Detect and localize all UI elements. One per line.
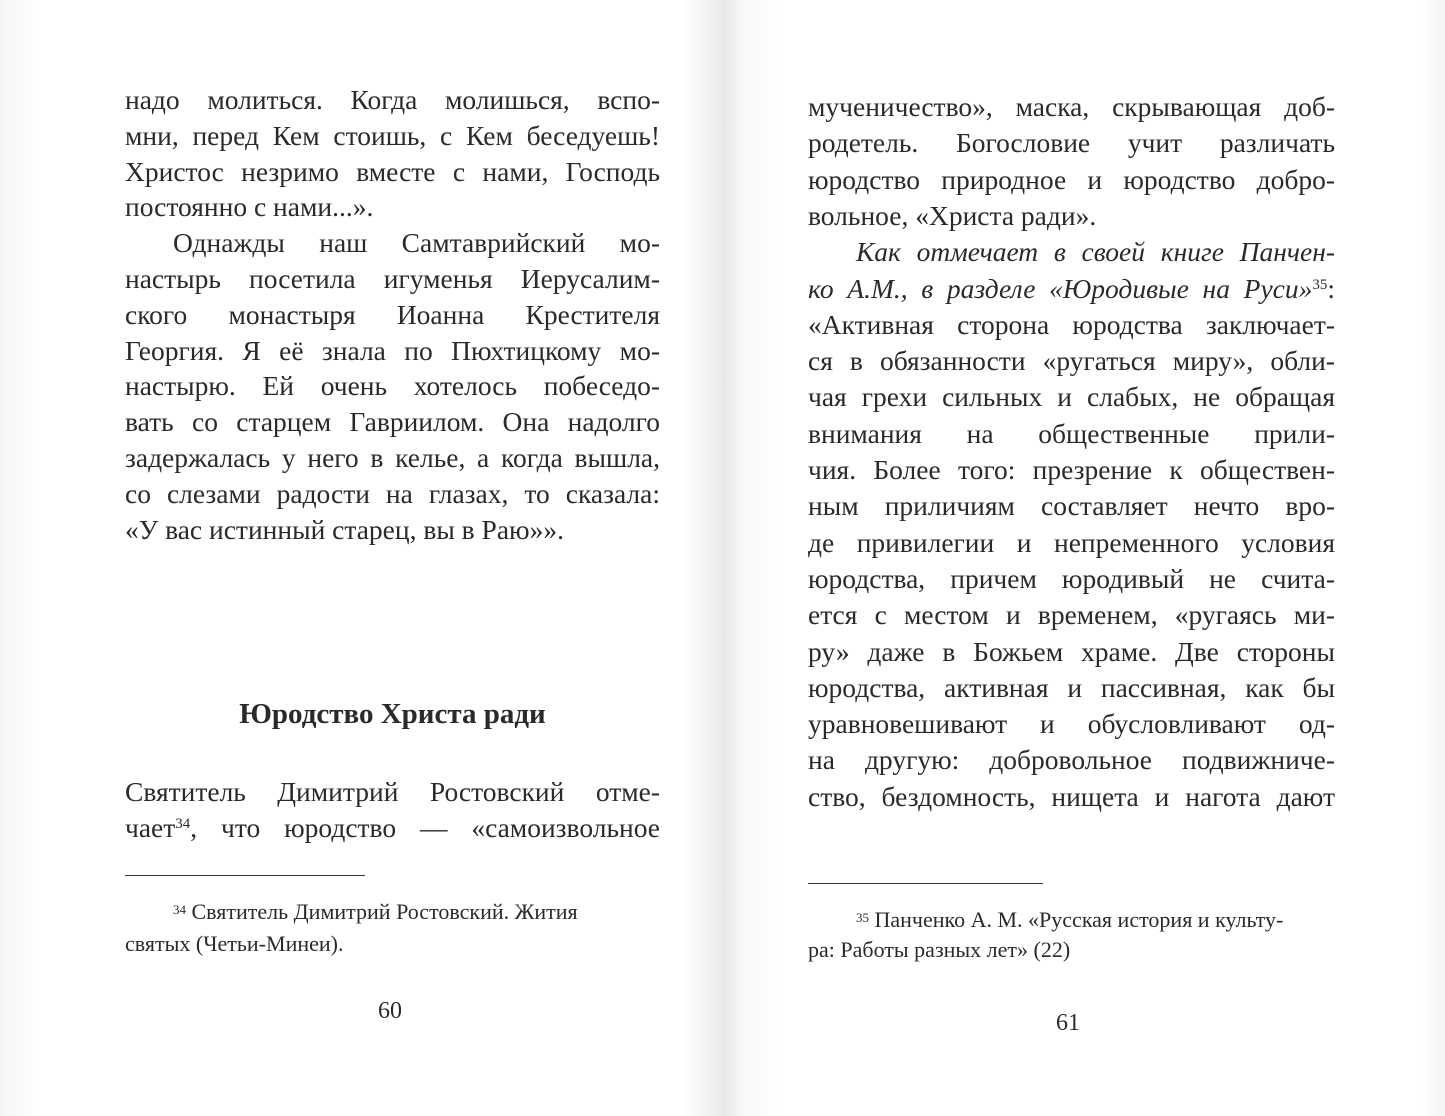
text-segment: со слезами радости на глазах, то сказала:	[125, 477, 660, 509]
text-segment: юродства, причем юродивый не счита-	[808, 562, 1335, 594]
text-line	[808, 780, 1335, 814]
text-segment: , что юродство — «самоизвольное	[190, 812, 660, 843]
text-segment: на другую: добровольное подвижниче-	[808, 744, 1335, 776]
footnote-reference: 34	[175, 816, 191, 832]
text-line	[125, 513, 660, 547]
text-segment: уравновешивают и обусловливают од-	[808, 708, 1335, 740]
footnote-line: ра: Работы разных лет» (22)	[808, 937, 1071, 962]
text-line	[808, 199, 1335, 233]
text-segment: ным приличиям составляет нечто вро-	[808, 490, 1335, 522]
text-segment: чия. Более того: презрение к обществен-	[808, 454, 1335, 485]
left-page	[0, 0, 722, 1116]
text-segment: настырю. Ей очень хотелось побеседо-	[125, 370, 660, 402]
footnote-line: святых (Четьи-Минеи).	[125, 931, 344, 956]
page-number: 61	[1056, 1010, 1080, 1036]
text-line	[125, 369, 660, 403]
text-line	[125, 477, 660, 511]
text-line	[125, 83, 660, 117]
text-segment: мни, перед Кем стоишь, с Кем беседуешь!	[125, 119, 660, 151]
footnote-rule	[808, 883, 1043, 884]
text-line	[125, 334, 660, 368]
text-segment: Христос незримо вместе с нами, Господь	[125, 155, 660, 187]
text-segment: настырь посетила игуменья Иерусалим-	[125, 263, 660, 294]
text-line	[125, 811, 660, 845]
text-line	[808, 344, 1335, 378]
text-segment: ру» даже в Божьем храме. Две стороны	[808, 635, 1335, 667]
text-segment: «У вас истинный старец, вы в Раю»».	[125, 513, 564, 545]
text-segment: постоянно с нами...».	[125, 191, 374, 223]
text-line	[808, 308, 1335, 342]
footnote-reference: 35	[1312, 276, 1328, 293]
text-line	[125, 262, 660, 296]
text-segment: юродства, активная и пассивная, как бы	[808, 671, 1335, 703]
page-number: 60	[378, 998, 402, 1024]
text-segment: ство, бездомность, нищета и нагота дают	[808, 780, 1335, 812]
text-line	[808, 635, 1335, 669]
text-segment: мученичество», маска, скрывающая доб-	[808, 91, 1335, 122]
text-line	[125, 119, 660, 153]
text-segment: юродство природное и юродство добро-	[808, 163, 1335, 195]
text-segment: чая грехи сильных и слабых, не обращая	[808, 381, 1335, 413]
text-segment: чает	[125, 812, 176, 843]
footnote-rule	[125, 875, 365, 876]
text-line	[808, 671, 1335, 705]
text-segment: Святитель Димитрий Ростовский отме-	[125, 776, 660, 807]
text-segment: Однажды наш Самтаврийский мо-	[173, 227, 660, 259]
footnote-line	[856, 905, 1283, 935]
text-line	[808, 489, 1335, 523]
footnote-mark: 35	[856, 910, 869, 925]
text-line	[808, 743, 1335, 777]
text-line	[125, 441, 660, 475]
footnote-text: Панченко А. М. «Русская история и культу-	[869, 907, 1284, 932]
text-segment: ся в обязанности «ругаться миру», обли-	[808, 345, 1335, 377]
text-segment: ского монастыря Иоанна Крестителя	[125, 298, 660, 330]
text-line	[808, 417, 1335, 451]
text-line	[808, 707, 1335, 741]
text-line	[808, 562, 1335, 596]
text-segment: вать со старцем Гавриилом. Она надолго	[125, 406, 660, 438]
footnote-line	[173, 897, 578, 927]
text-line	[808, 598, 1335, 632]
text-segment: родетель. Богословие учит различать	[808, 127, 1335, 159]
text-line	[808, 380, 1335, 414]
text-line	[808, 90, 1335, 124]
text-line	[125, 190, 660, 224]
text-segment: надо молиться. Когда молишься, вспо-	[125, 84, 660, 115]
text-line	[125, 775, 660, 809]
text-line	[808, 126, 1335, 160]
text-line	[808, 526, 1335, 560]
text-line	[173, 226, 660, 260]
text-segment: :	[1327, 272, 1335, 304]
footnote-mark: 34	[173, 902, 186, 917]
text-line	[125, 405, 660, 439]
text-line	[856, 235, 1335, 269]
text-line	[808, 272, 1335, 306]
section-heading: Юродство Христа ради	[239, 698, 546, 730]
text-segment: ко А.М., в разделе «Юродивые на Руси»	[808, 272, 1313, 304]
footnote-text: Святитель Димитрий Ростовский. Жития	[186, 899, 578, 924]
text-line	[808, 163, 1335, 197]
text-segment: «Активная сторона юродства заключает-	[808, 308, 1335, 340]
text-line	[125, 155, 660, 189]
text-line	[125, 298, 660, 332]
text-segment: де привилегии и непременного условия	[808, 526, 1335, 558]
text-line	[808, 453, 1335, 487]
right-page	[722, 0, 1445, 1116]
text-segment: внимания на общественные прили-	[808, 417, 1335, 449]
text-segment: Как отмечает в своей книге Панчен-	[856, 236, 1335, 268]
text-segment: вольное, «Христа ради».	[808, 199, 1097, 231]
text-segment: задержалась у него в келье, а когда вышла,	[125, 442, 660, 473]
text-segment: ется с местом и временем, «ругаясь ми-	[808, 599, 1335, 631]
text-segment: Георгия. Я её знала по Пюхтицкому мо-	[125, 334, 660, 366]
